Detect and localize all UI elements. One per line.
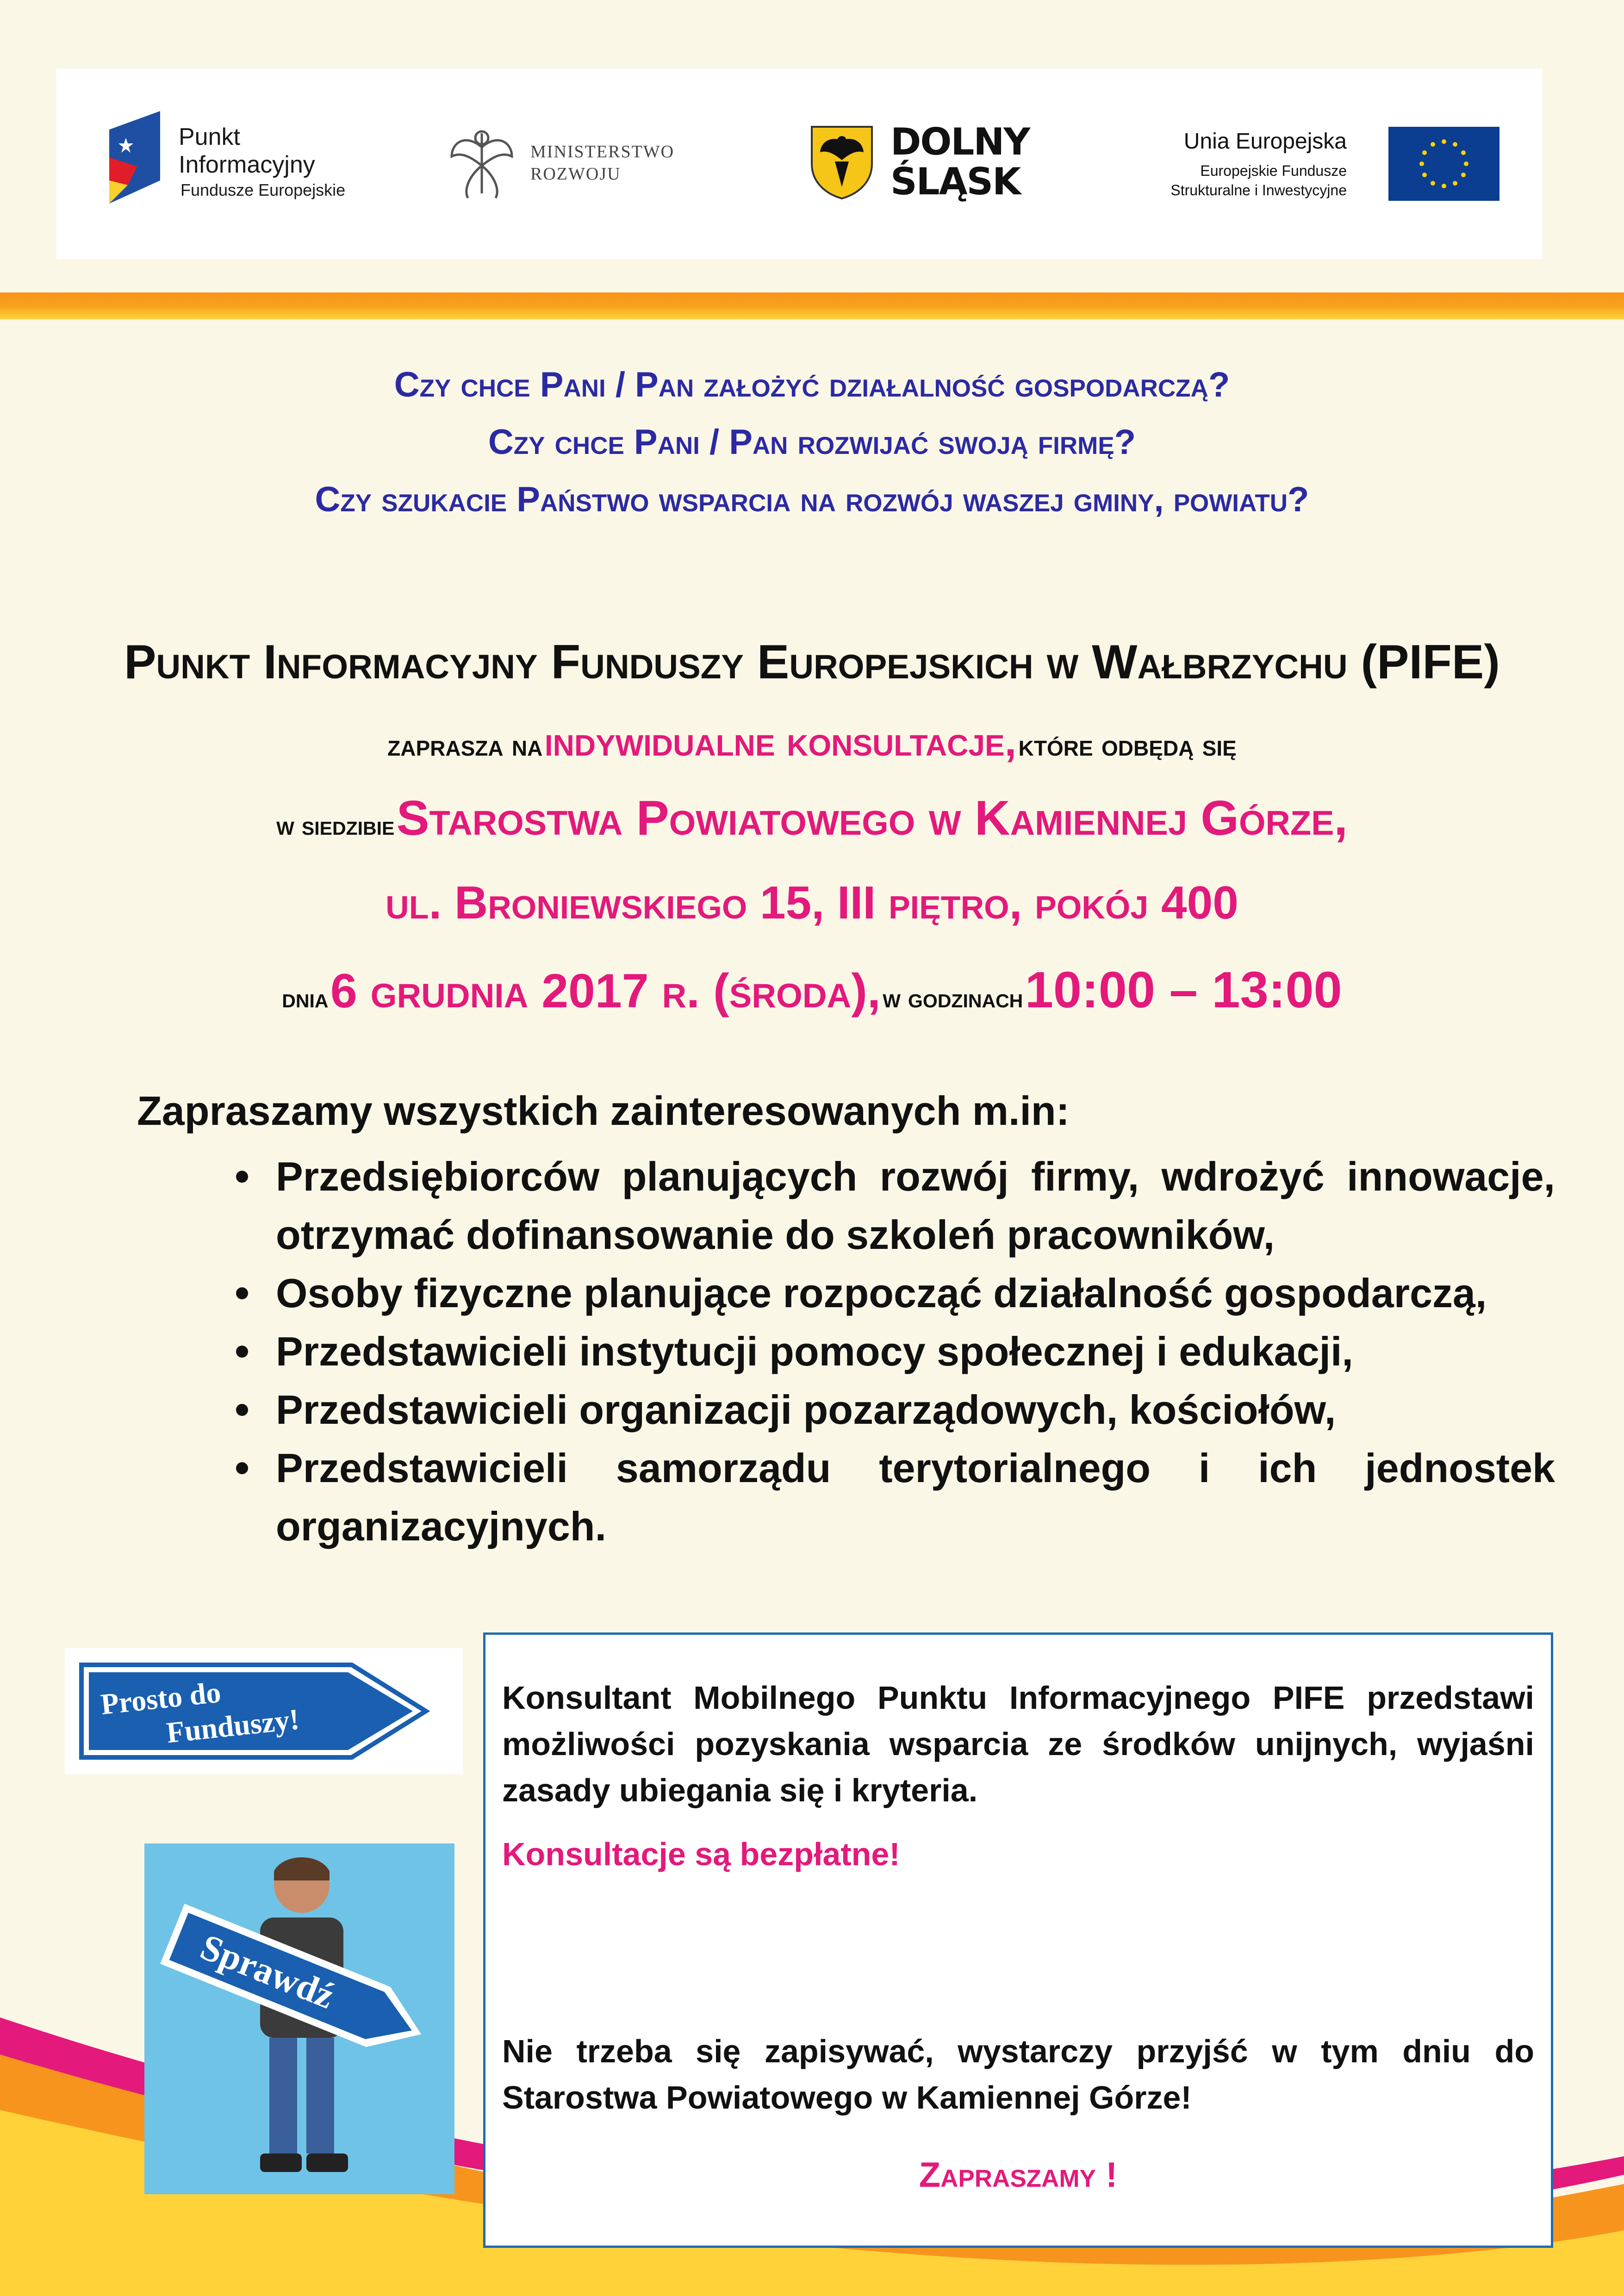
eu-flag-icon	[1388, 127, 1500, 201]
date-line	[0, 961, 1624, 1019]
address-line: ul. Broniewskiego 15, III piętro, pokój 400	[386, 877, 1238, 929]
sign1-line2: Funduszy!	[165, 1702, 301, 1750]
bullet-item: Przedstawicieli organizacji pozarządowych, kościołów,	[231, 1381, 1555, 1439]
sign2-text: Sprawdź	[195, 1926, 340, 2017]
pi-line3: Fundusze Europejskie	[180, 180, 346, 199]
dolny-slask-logo	[807, 122, 1048, 205]
location-line-b: Starostwa Powiatowego w Kamiennej Górze,	[396, 791, 1348, 845]
mr-line2: ROZWOJU	[530, 164, 621, 184]
ue-sub1: Europejskie Fundusze	[1200, 162, 1347, 179]
bullet-item: Przedsiębiorców planujących rozwój firmy, wdrożyć innowacje, otrzymać dofinansowanie do szkoleń pracowników,	[231, 1148, 1555, 1264]
bullet-list	[231, 1148, 1555, 1556]
pi-line2: Informacyjny	[179, 151, 315, 178]
questions-block	[0, 356, 1624, 528]
mr-line1: MINISTERSTWO	[530, 142, 675, 161]
info-paragraph-3: Nie trzeba się zapisywać, wystarczy przyjść w tym dniu do Starostwa Powiatowego w Kamiennej Górze!	[502, 2033, 1534, 2116]
pi-flag-icon	[109, 111, 165, 208]
ue-sub2: Strukturalne i Inwestycyjne	[1170, 182, 1347, 199]
punkt-informacyjny-logo	[109, 111, 368, 213]
date-line-b: 6 grudnia 2017 r. (środa),	[330, 964, 881, 1018]
ue-title: Unia Europejska	[1183, 129, 1347, 154]
info-paragraph-2: Konsultacje są bezpłatne!	[502, 1836, 900, 1872]
headline: Punkt Informacyjny Funduszy Europejskich w Wałbrzychu (PIFE)	[124, 635, 1500, 689]
prosto-do-funduszy-sign	[65, 1648, 463, 1774]
location-line	[0, 790, 1624, 846]
orange-band	[0, 292, 1624, 319]
date-line-a: dnia	[282, 983, 329, 1013]
pi-line1: Punkt	[179, 124, 240, 150]
bullet-item: Przedstawicieli samorządu terytorialnego i ich jednostek organizacyjnych.	[231, 1439, 1555, 1556]
info-closing: Zapraszamy !	[919, 2155, 1118, 2195]
question-1: Czy chce Pani / Pan założyć działalność gospodarczą?	[394, 365, 1230, 404]
shield-eagle-icon	[807, 122, 877, 201]
eagle-icon	[447, 124, 516, 203]
invitation-line	[0, 717, 1624, 766]
question-2: Czy chce Pani / Pan rozwijać swoją firmę?	[488, 422, 1136, 462]
ds-line2: ŚLĄSK	[890, 160, 1020, 203]
date-line-c: w godzinach	[883, 983, 1023, 1013]
bullet-item: Przedstawicieli instytucji pomocy społecznej i edukacji,	[231, 1322, 1555, 1381]
invitation-line-a: zaprasza na	[387, 728, 543, 762]
invite-heading: Zapraszamy wszystkich zainteresowanych m.in:	[137, 1088, 1070, 1134]
photo-boy-with-sign	[144, 1843, 454, 2194]
invitation-line-c: które odbędą się	[1018, 728, 1237, 762]
ds-line1: DOLNY	[890, 120, 1030, 163]
ministerstwo-logo	[447, 124, 697, 203]
unia-europejska-logo	[1129, 124, 1500, 207]
invitation-line-b: indywidualne konsultacje,	[544, 718, 1017, 765]
date-line-d: 10:00 – 13:00	[1025, 962, 1342, 1018]
bullet-item: Osoby fizyczne planujące rozpocząć działalność gospodarczą,	[231, 1264, 1555, 1322]
question-3: Czy szukacie Państwo wsparcia na rozwój waszej gminy, powiatu?	[315, 480, 1309, 519]
info-paragraph-1: Konsultant Mobilnego Punktu Informacyjnego PIFE przedstawi możliwości pozyskania wsparcia ze środków unijnych, wyjaśni zasady ubiegania się i kryteria.	[502, 1680, 1534, 1808]
location-line-a: w siedzibie	[276, 811, 395, 841]
sign1-line1: Prosto do	[99, 1675, 223, 1721]
info-box	[483, 1632, 1553, 2248]
